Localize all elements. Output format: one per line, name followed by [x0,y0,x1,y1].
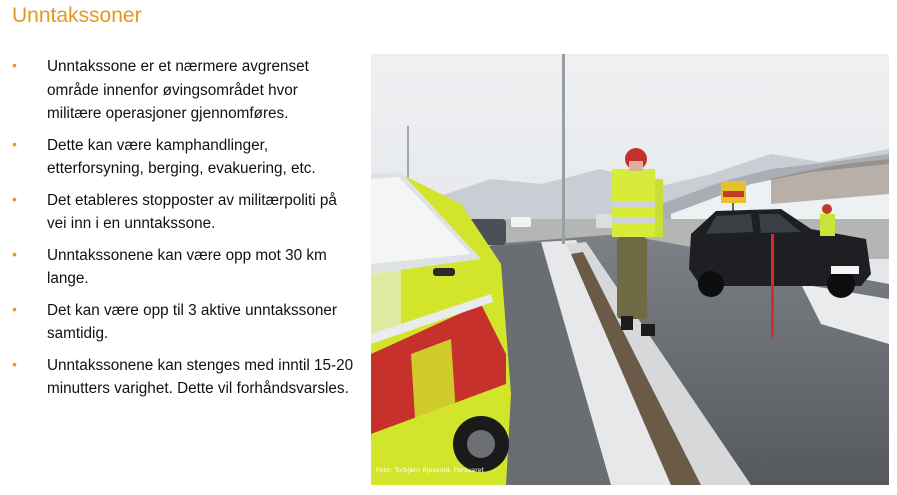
bullet-icon: • [12,300,17,317]
roadblock-photo [371,54,889,485]
bullet-text: Unntakssonene kan være opp mot 30 km lange. [47,246,327,287]
bullet-icon: • [12,135,17,152]
bullet-item [10,299,355,346]
slide-title: Unntakssoner [12,4,142,27]
photo-illustration [371,54,889,485]
bullet-icon: • [12,57,17,73]
bullet-item [10,189,355,236]
bullet-item [10,244,355,291]
bullet-text: Unntakssone er et nærmere avgrenset område innenfor øvingsområdet hvor militære operasjoner gjennomføres. [47,58,309,122]
bullet-list [10,55,355,409]
bullet-item [10,55,355,126]
bullet-icon: • [12,245,17,262]
bullet-icon: • [12,355,17,372]
photo-credit: Foto: Torbjørn Kjosvold, Forsvaret [376,466,485,474]
bullet-text: Unntakssonene kan stenges med inntil 15-20 minutters varighet. Dette vil forhåndsvarsles. [47,356,354,397]
bullet-icon: • [12,190,17,207]
bullet-text: Dette kan være kamphandlinger, etterforsyning, berging, evakuering, etc. [47,136,316,177]
bullet-item [10,354,355,401]
bullet-text: Det etableres stopposter av militærpoliti på vei inn i en unntakssone. [47,191,337,232]
bullet-item [10,134,355,181]
bullet-text: Det kan være opp til 3 aktive unntakssoner samtidig. [47,301,337,342]
